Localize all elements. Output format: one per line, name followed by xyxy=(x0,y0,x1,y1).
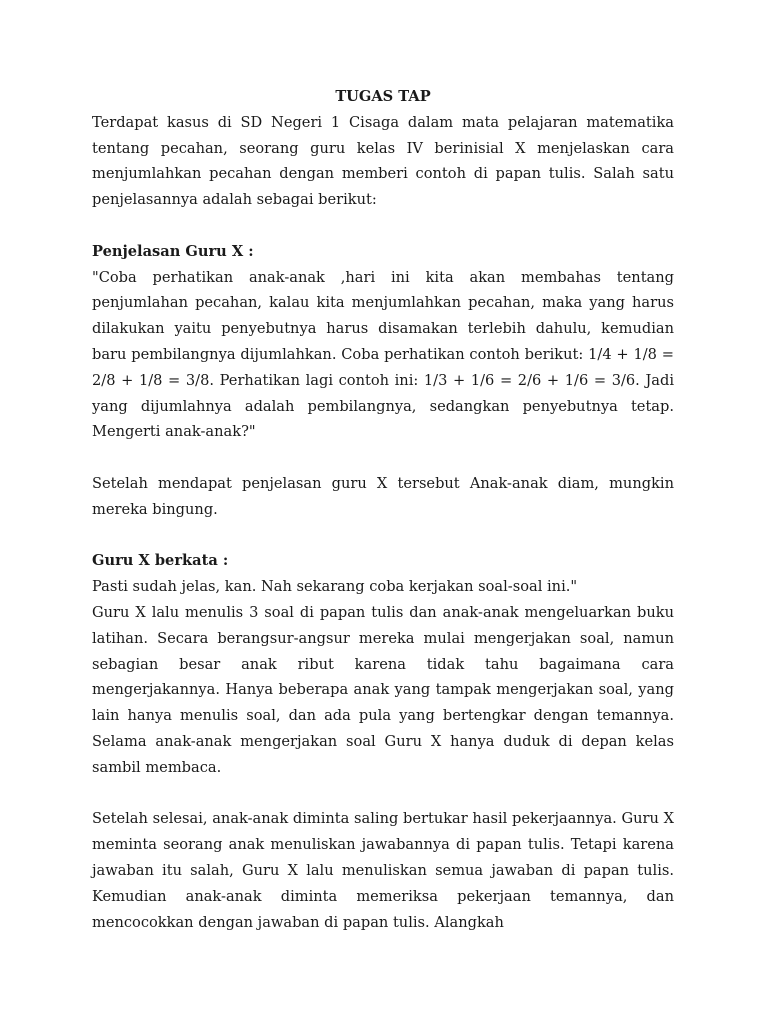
spacer xyxy=(92,523,674,549)
spacer xyxy=(92,781,674,807)
spacer xyxy=(92,445,674,471)
paragraph-3: Guru X lalu menulis 3 soal di papan tulis dan anak-anak mengeluarkan buku latihan. Secara berangsur-angsur mereka mulai mengerjakan soal, namun sebagian besar anak ribut karena tidak tahu bagaimana cara mengerjakannya. Hanya beberapa anak yang tampak mengerjakan soal, yang lain hanya menulis soal, dan ada pula yang bertengkar dengan temannya. Selama anak-anak mengerjakan soal Guru X hanya duduk di depan kelas sambil membaca. xyxy=(92,603,674,776)
paragraph-4: Setelah selesai, anak-anak diminta saling bertukar hasil pekerjaannya. Guru X meminta seorang anak menuliskan jawabannya di papan tulis. Tetapi karena jawaban itu salah, Guru X lalu menuliskan semua jawaban di papan tulis. Kemudian anak-anak diminta memeriksa pekerjaan temannya, dan mencocokkan dengan jawaban di papan tulis. Alangkah xyxy=(92,810,674,931)
quote-paragraph-2: Pasti sudah jelas, kan. Nah sekarang coba kerjakan soal-soal ini." xyxy=(92,578,578,596)
heading-guru-berkata: Guru X berkata : xyxy=(92,552,229,570)
document-page xyxy=(92,84,674,935)
document-title: TUGAS TAP xyxy=(335,88,431,105)
paragraph-2: Setelah mendapat penjelasan guru X tersebut Anak-anak diam, mungkin mereka bingung. xyxy=(92,474,674,518)
intro-paragraph: Terdapat kasus di SD Negeri 1 Cisaga dalam mata pelajaran matematika tentang pecahan, seorang guru kelas IV berinisial X menjelaskan cara menjumlahkan pecahan dengan memberi contoh di papan tulis. Salah satu penjelasannya adalah sebagai berikut: xyxy=(92,113,674,209)
spacer xyxy=(92,213,674,239)
heading-penjelasan: Penjelasan Guru X : xyxy=(92,242,254,260)
quote-paragraph-1: "Coba perhatikan anak-anak ,hari ini kita akan membahas tentang penjumlahan pecahan, kalau kita menjumlahkan pecahan, maka yang harus dilakukan yaitu penyebutnya harus disamakan terlebih dahulu, kemudian baru pembilangnya dijumlahkan. Coba perhatikan contoh berikut: 1/4 + 1/8 = 2/8 + 1/8 = 3/8. Perhatikan lagi contoh ini: 1/3 + 1/6 = 2/6 + 1/6 = 3/6. Jadi yang dijumlahnya adalah pembilangnya, sedangkan penyebutnya tetap. Mengerti anak-anak?" xyxy=(92,268,674,441)
